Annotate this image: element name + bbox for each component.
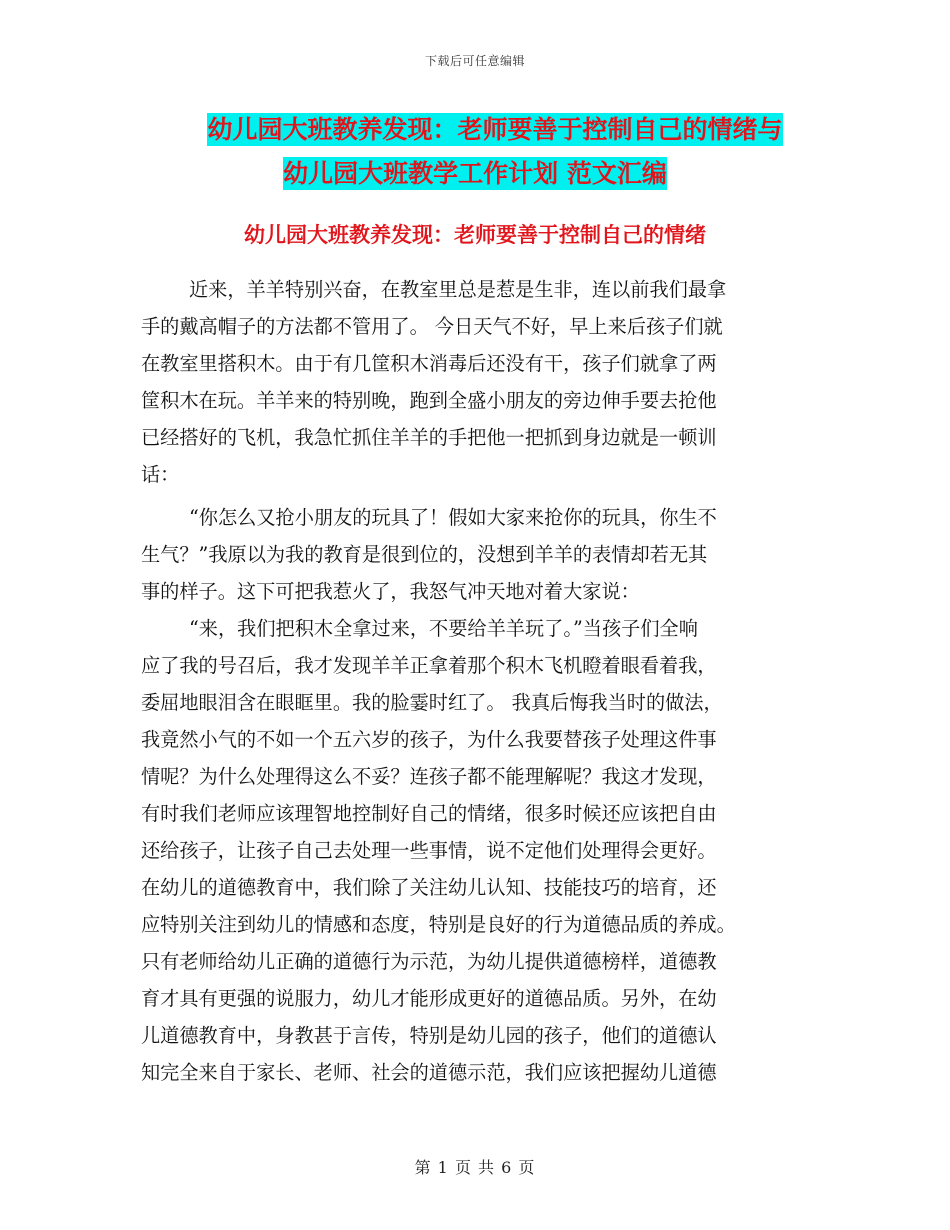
body-line: 筐积木在玩。羊羊来的特别晚，跑到全盛小朋友的旁边伸手要去抢他 [141, 389, 717, 412]
body-line: 应特别关注到幼儿的情感和态度，特别是良好的行为道德品质的养成。 [141, 913, 736, 936]
body-line: “来，我们把积木全拿过来，不要给羊羊玩了。”当孩子们全响 [189, 617, 698, 640]
body-line: 有时我们老师应该理智地控制好自己的情绪，很多时候还应该把自由 [141, 802, 717, 825]
body-line: 只有老师给幼儿正确的道德行为示范，为幼儿提供道德榜样，道德教 [141, 950, 717, 973]
body-line: 育才具有更强的说服力，幼儿才能形成更好的道德品质。另外，在幼 [141, 987, 717, 1010]
body-line: 委屈地眼泪含在眼眶里。我的脸霎时红了。 我真后悔我当时的做法， [141, 691, 723, 714]
body-line: 知完全来自于家长、老师、社会的道德示范，我们应该把握幼儿道德 [141, 1061, 717, 1084]
body-line: 儿道德教育中，身教甚于言传，特别是幼儿园的孩子，他们的道德认 [141, 1024, 717, 1047]
body-line: 我竟然小气的不如一个五六岁的孩子，为什么我要替孩子处理这件事 [141, 728, 717, 751]
body-line: 话： [141, 463, 180, 486]
page-number-footer: 第 1 页 共 6 页 [414, 1158, 536, 1177]
body-line: 还给孩子，让孩子自己去处理一些事情，说不定他们处理得会更好。 [141, 839, 717, 862]
section-title: 幼儿园大班教养发现：老师要善于控制自己的情绪 [244, 223, 706, 247]
body-line: 近来，羊羊特别兴奋，在教室里总是惹是生非，连以前我们最拿 [189, 278, 727, 301]
body-line: 在幼儿的道德教育中，我们除了关注幼儿认知、技能技巧的培育，还 [141, 876, 717, 899]
body-line: 生气？”我原以为我的教育是很到位的，没想到羊羊的表情却若无其 [141, 543, 708, 566]
document-title-line-1-text: 幼儿园大班教养发现：老师要善于控制自己的情绪与 [207, 115, 783, 144]
header-note: 下载后可任意编辑 [424, 54, 525, 68]
body-line: 事的样子。这下可把我惹火了，我怒气冲天地对着大家说： [141, 580, 640, 603]
body-line: 手的戴高帽子的方法都不管用了。 今日天气不好，早上来后孩子们就 [141, 315, 723, 338]
document-body [141, 271, 811, 1091]
body-line: 已经搭好的飞机，我急忙抓住羊羊的手把他一把抓到身边就是一顿训 [141, 426, 717, 449]
body-line: 应了我的号召后，我才发现羊羊正拿着那个积木飞机瞪着眼看着我， [141, 654, 717, 677]
body-line: 在教室里搭积木。由于有几筐积木消毒后还没有干，孩子们就拿了两 [141, 352, 717, 375]
document-title-line-2-text: 幼儿园大班教学工作计划 范文汇编 [283, 159, 667, 188]
document-title-line-1 [0, 113, 950, 147]
document-title-line-2 [0, 157, 950, 191]
body-line: “你怎么又抢小朋友的玩具了！假如大家来抢你的玩具，你生不 [189, 506, 717, 529]
body-line: 情呢？为什么处理得这么不妥？连孩子都不能理解呢？我这才发现， [141, 765, 717, 788]
